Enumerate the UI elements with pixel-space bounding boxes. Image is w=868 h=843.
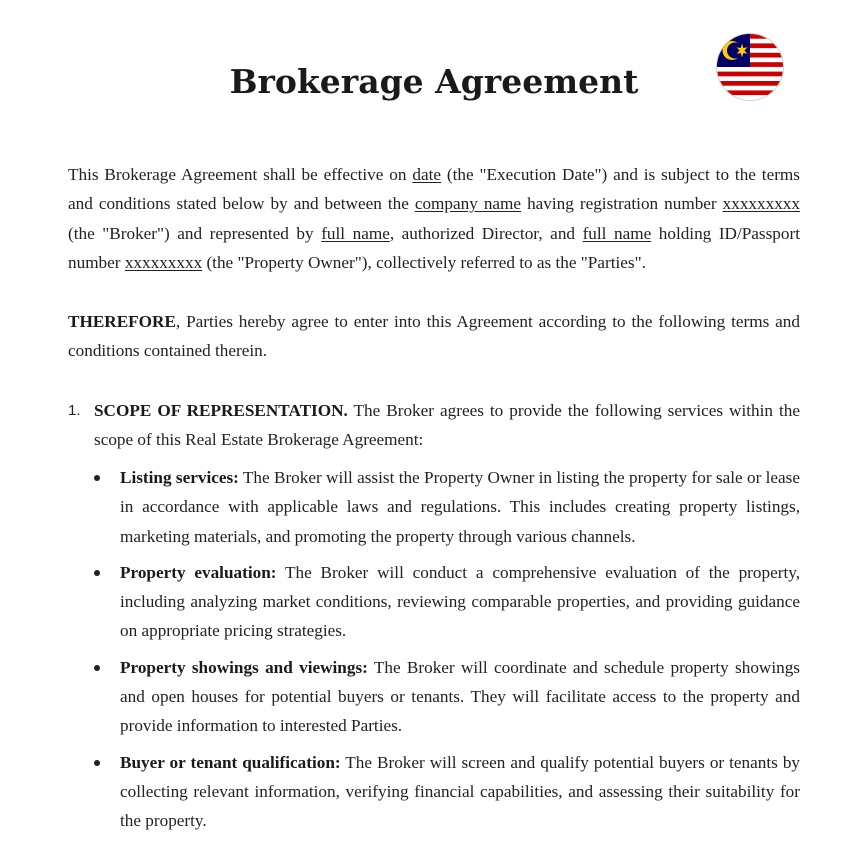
id-number-placeholder: xxxxxxxxx	[124, 252, 203, 272]
section-heading-paragraph	[94, 396, 800, 455]
list-item-text: The Broker will screen and qualify potential buyers or tenants by collecting relevant information, verifying financial capabilities, and assessing their suitability for the property.	[120, 752, 801, 831]
list-item-text: The Broker will coordinate and schedule property showings and open houses for potential buyers or tenants. They will facilitate access to the property and provide information to interested Parties.	[120, 657, 800, 736]
bullet-icon	[94, 570, 100, 576]
list-item	[94, 463, 800, 551]
intro-text: (the "Execution Date") and is subject to the terms and conditions stated below by and between the	[68, 165, 800, 214]
intro-text: This Brokerage Agreement shall be effective on	[68, 165, 413, 184]
list-item	[94, 748, 800, 836]
list-item-text: The Broker will assist the Property Owner in listing the property for sale or lease in accordance with applicable laws and regulations. This includes creating property listings, marketing materials, and promoting the property through various channels.	[120, 468, 800, 546]
list-item-text: The Broker will conduct a comprehensive evaluation of the property, including analyzing market conditions, reviewing comparable properties, and providing guidance on appropriate pricing strategies.	[120, 562, 800, 641]
list-item-label: Buyer or tenant qualification:	[120, 752, 341, 772]
intro-text: , authorized Director, and	[389, 223, 583, 243]
intro-text: (the "Broker") and represented by	[68, 223, 322, 243]
list-item-label: Property evaluation:	[120, 562, 277, 582]
section-intro-text: The Broker agrees to provide the following services within the scope of this Real Estate Brokerage Agreement:	[94, 401, 800, 450]
section-scope-of-representation	[68, 396, 800, 455]
list-item-label: Listing services:	[120, 468, 239, 487]
section-number: 1.	[68, 402, 81, 419]
therefore-text: , Parties hereby agree to enter into this Agreement according to the following terms and conditions contained therein.	[68, 312, 800, 361]
company-name-placeholder: company name	[414, 194, 522, 214]
therefore-keyword: THEREFORE	[68, 312, 176, 331]
date-placeholder: date	[412, 165, 441, 184]
list-item-label: Property showings and viewings:	[120, 657, 368, 677]
therefore-paragraph	[68, 307, 800, 366]
list-item	[94, 558, 800, 646]
owner-name-placeholder: full name	[582, 223, 652, 243]
document-title: Brokerage Agreement	[229, 62, 639, 101]
intro-text: (the "Property Owner"), collectively referred to as the "Parties".	[202, 252, 646, 272]
intro-paragraph	[68, 160, 800, 277]
bullet-icon	[94, 665, 100, 671]
section-heading: SCOPE OF REPRESENTATION.	[94, 401, 348, 420]
registration-number-placeholder: xxxxxxxxx	[722, 194, 800, 214]
list-item	[94, 653, 800, 741]
bullet-icon	[94, 760, 100, 766]
bullet-icon	[94, 475, 100, 481]
intro-text: holding ID/Passport number	[68, 223, 800, 272]
malaysia-flag-icon	[717, 34, 783, 100]
intro-text: having registration number	[521, 194, 723, 214]
director-name-placeholder: full name	[321, 223, 390, 243]
services-list	[94, 463, 800, 843]
